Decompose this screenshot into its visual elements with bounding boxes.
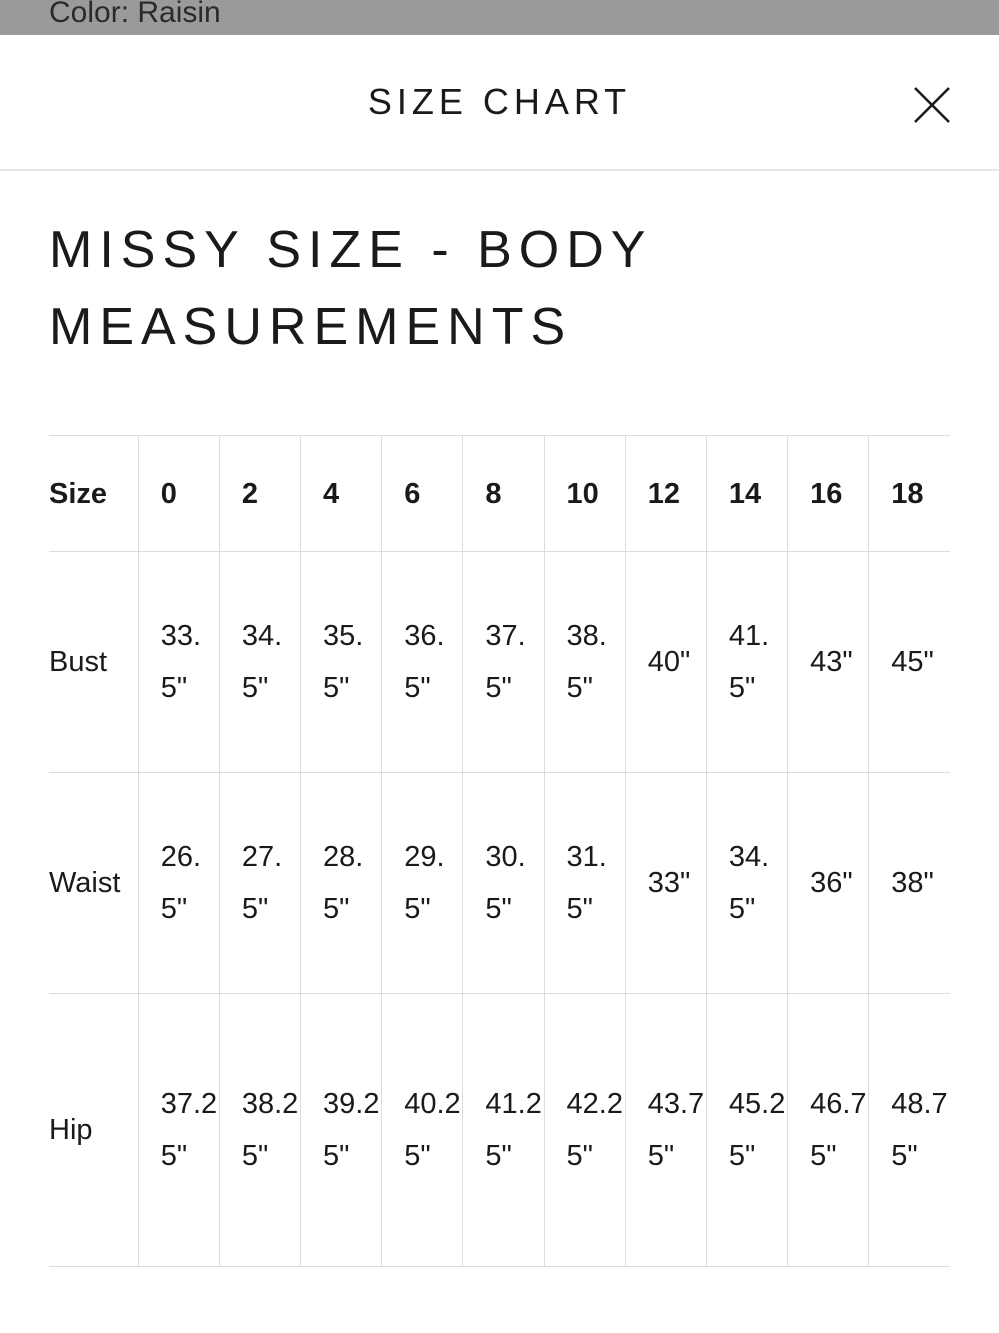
table-cell: 34.5" [706, 773, 787, 994]
header-size: 6 [382, 436, 463, 552]
table-cell: 45" [869, 552, 950, 773]
size-table [49, 435, 950, 1267]
close-button[interactable] [908, 81, 956, 129]
row-label: Bust [49, 552, 138, 773]
table-cell: 38.5" [544, 552, 625, 773]
table-cell: 37.5" [463, 552, 544, 773]
table-cell: 36" [788, 773, 869, 994]
header-size: 0 [138, 436, 219, 552]
table-cell: 46.75" [788, 994, 869, 1267]
modal-title: SIZE CHART [367, 81, 632, 122]
header-size: 12 [625, 436, 706, 552]
header-size: 16 [788, 436, 869, 552]
header-size: 8 [463, 436, 544, 552]
table-cell: 45.25" [706, 994, 787, 1267]
table-cell: 48.75" [869, 994, 950, 1267]
close-icon [908, 81, 956, 129]
table-cell: 34.5" [219, 552, 300, 773]
table-cell: 27.5" [219, 773, 300, 994]
modal-header [0, 35, 999, 171]
table-cell: 35.5" [301, 552, 382, 773]
backdrop-overlay [0, 0, 999, 35]
table-cell: 30.5" [463, 773, 544, 994]
section-title: MISSY SIZE - BODY MEASUREMENTS [49, 221, 652, 356]
table-cell: 40" [625, 552, 706, 773]
table-cell: 31.5" [544, 773, 625, 994]
table-cell: 28.5" [301, 773, 382, 994]
color-label: Color: Raisin [49, 0, 221, 29]
table-cell: 43.75" [625, 994, 706, 1267]
table-cell: 42.25" [544, 994, 625, 1267]
table-cell: 38.25" [219, 994, 300, 1267]
header-size: 2 [219, 436, 300, 552]
table-row-bust [49, 552, 950, 773]
table-cell: 36.5" [382, 552, 463, 773]
table-cell: 33" [625, 773, 706, 994]
row-label: Hip [49, 994, 138, 1267]
table-cell: 33.5" [138, 552, 219, 773]
table-cell: 26.5" [138, 773, 219, 994]
header-size: 14 [706, 436, 787, 552]
table-row-hip [49, 994, 950, 1267]
header-size: 18 [869, 436, 950, 552]
table-cell: 39.25" [301, 994, 382, 1267]
table-cell: 41.5" [706, 552, 787, 773]
header-size: 10 [544, 436, 625, 552]
table-cell: 29.5" [382, 773, 463, 994]
table-cell: 38" [869, 773, 950, 994]
row-label: Waist [49, 773, 138, 994]
header-size: 4 [301, 436, 382, 552]
table-header-row [49, 436, 950, 552]
table-cell: 43" [788, 552, 869, 773]
table-cell: 41.25" [463, 994, 544, 1267]
table-cell: 37.25" [138, 994, 219, 1267]
table-row-waist [49, 773, 950, 994]
table-cell: 40.25" [382, 994, 463, 1267]
header-size-label: Size [49, 436, 138, 552]
